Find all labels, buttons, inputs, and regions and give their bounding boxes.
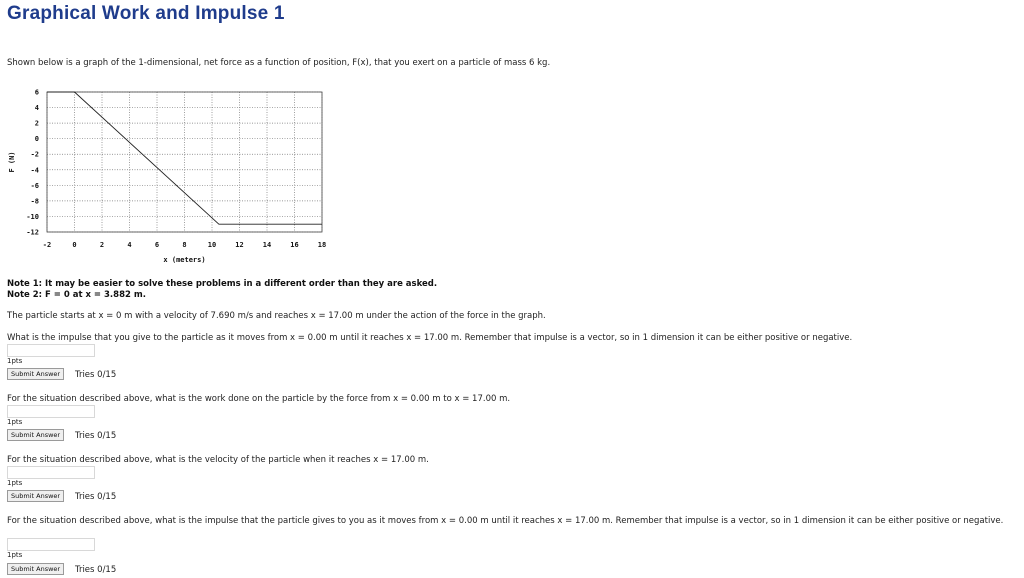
y-tick-label: -8	[30, 197, 39, 206]
intro-text: Shown below is a graph of the 1-dimensional, net force as a function of position, F(x), that you exert on a particle of mass 6 kg.	[7, 58, 551, 68]
y-axis-label: F (N)	[8, 151, 16, 173]
x-tick-label: 12	[235, 241, 244, 249]
problem-setup: The particle starts at x = 0 m with a velocity of 7.690 m/s and reaches x = 17.00 m under the action of the force in the graph.	[7, 311, 546, 321]
question-3-text: For the situation described above, what is the velocity of the particle when it reaches x = 17.00 m.	[7, 455, 429, 465]
x-axis-label: x (meters)	[163, 256, 206, 264]
x-tick-label: 0	[72, 241, 77, 249]
question-2-tries: Tries 0/15	[75, 431, 117, 441]
x-tick-label: 4	[127, 241, 132, 249]
question-4-points: 1pts	[7, 551, 23, 559]
question-1-tries: Tries 0/15	[75, 370, 117, 380]
x-tick-label: -2	[42, 241, 52, 249]
question-2-points: 1pts	[7, 418, 23, 426]
y-tick-label: 2	[34, 119, 39, 128]
force-series-line	[47, 92, 322, 224]
x-tick-label: 6	[154, 241, 160, 249]
question-3-answer-input[interactable]	[7, 466, 95, 479]
question-4-tries: Tries 0/15	[75, 565, 117, 575]
x-tick-label: 18	[317, 241, 327, 249]
y-tick-label: -2	[30, 150, 39, 159]
y-tick-label: 4	[34, 104, 39, 113]
x-tick-label: 8	[182, 241, 187, 249]
note-1: Note 1: It may be easier to solve these problems in a different order than they are asked.	[7, 279, 438, 289]
question-1-points: 1pts	[7, 357, 23, 365]
question-1-submit-button[interactable]: Submit Answer	[7, 368, 64, 380]
y-tick-label: -12	[26, 228, 39, 237]
page-title: Graphical Work and Impulse 1	[7, 3, 285, 24]
question-2-submit-button[interactable]: Submit Answer	[7, 429, 64, 441]
question-4-submit-button[interactable]: Submit Answer	[7, 563, 64, 575]
question-1-answer-input[interactable]	[7, 344, 95, 357]
question-3-points: 1pts	[7, 479, 23, 487]
x-tick-label: 2	[99, 241, 105, 249]
y-tick-label: -6	[30, 181, 39, 190]
x-tick-label: 14	[262, 241, 272, 249]
question-4-answer-input[interactable]	[7, 538, 95, 551]
question-3-submit-button[interactable]: Submit Answer	[7, 490, 64, 502]
question-1-text: What is the impulse that you give to the particle as it moves from x = 0.00 m until it reaches x = 17.00 m. Remember that impulse is a vector, so in 1 dimension it can be either positive or negative.	[7, 333, 853, 343]
note-2: Note 2: F = 0 at x = 3.882 m.	[7, 290, 146, 300]
question-4-text: For the situation described above, what is the impulse that the particle gives to you as it moves from x = 0.00 m until it reaches x = 17.00 m. Remember that impulse is a vector, so in 1 dimension it can be either positive or negative.	[7, 516, 1004, 526]
y-tick-label: 0	[34, 135, 39, 144]
x-tick-label: 16	[290, 241, 299, 249]
question-3-tries: Tries 0/15	[75, 492, 117, 502]
y-tick-label: -4	[30, 166, 39, 175]
y-tick-label: 6	[34, 88, 39, 97]
x-tick-label: 10	[207, 241, 217, 249]
y-tick-label: -10	[26, 212, 39, 221]
question-2-answer-input[interactable]	[7, 405, 95, 418]
force-position-graph	[0, 80, 340, 265]
question-2-text: For the situation described above, what is the work done on the particle by the force from x = 0.00 m to x = 17.00 m.	[7, 394, 511, 404]
